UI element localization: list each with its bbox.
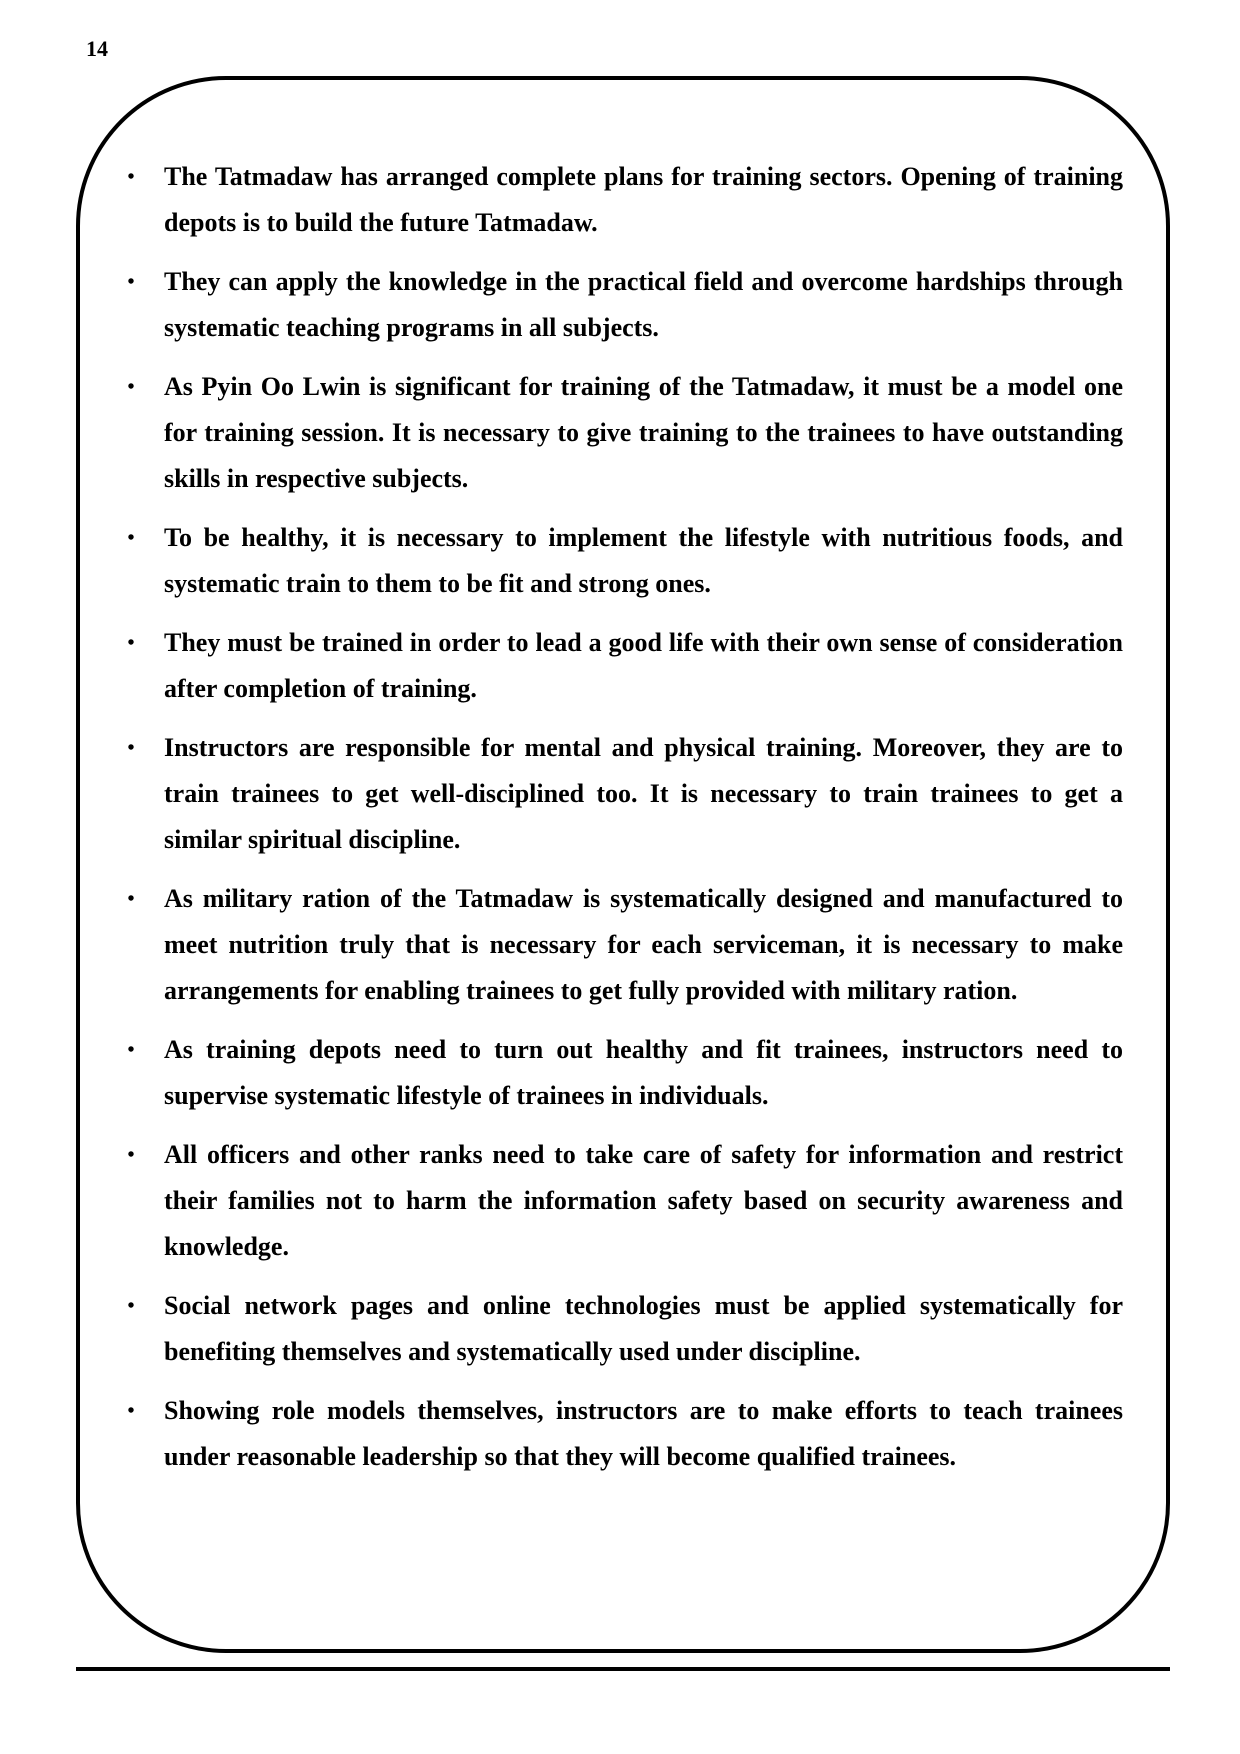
bullet-icon: •: [127, 376, 135, 398]
bullet-text: As Pyin Oo Lwin is significant for training of the Tatmadaw, it must be a model one for training session. It is necessary to give training to the trainees to have outstanding skills in respective subjects.: [164, 372, 1123, 493]
page-number: 14: [86, 36, 108, 61]
bullet-icon: •: [127, 737, 135, 759]
bullet-icon: •: [127, 271, 135, 293]
bullet-text: To be healthy, it is necessary to implement the lifestyle with nutritious foods, and systematic train to them to be fit and strong ones.: [164, 523, 1123, 598]
bullet-text: Social network pages and online technologies must be applied systematically for benefiting themselves and systematically used under discipline.: [164, 1291, 1123, 1366]
bullet-item-7: [121, 876, 1123, 1014]
bullet-item-3: [121, 364, 1123, 502]
bullet-text: As training depots need to turn out healthy and fit trainees, instructors need to supervise systematic lifestyle of trainees in individuals.: [164, 1035, 1123, 1110]
bullet-text: As military ration of the Tatmadaw is systematically designed and manufactured to meet nutrition truly that is necessary for each serviceman, it is necessary to make arrangements for enabling trainees to get fully provided with military ration.: [164, 884, 1123, 1005]
bullet-list: [121, 154, 1123, 1493]
bullet-item-6: [121, 725, 1123, 863]
bullet-icon: •: [127, 1400, 135, 1422]
bullet-item-8: [121, 1027, 1123, 1119]
bullet-icon: •: [127, 888, 135, 910]
bullet-icon: •: [127, 166, 135, 188]
bullet-icon: •: [127, 1039, 135, 1061]
bullet-item-2: [121, 259, 1123, 351]
bullet-text: They must be trained in order to lead a good life with their own sense of consideration after completion of training.: [164, 628, 1123, 703]
bullet-icon: •: [127, 1144, 135, 1166]
bullet-text: Instructors are responsible for mental and physical training. Moreover, they are to train trainees to get well-disciplined too. It is necessary to train trainees to get a similar spiritual discipline.: [164, 733, 1123, 854]
bullet-item-1: [121, 154, 1123, 246]
bullet-text: Showing role models themselves, instructors are to make efforts to teach trainees under reasonable leadership so that they will become qualified trainees.: [164, 1396, 1123, 1471]
bullet-icon: •: [127, 1295, 135, 1317]
bullet-item-10: [121, 1283, 1123, 1375]
bullet-icon: •: [127, 527, 135, 549]
bullet-item-4: [121, 515, 1123, 607]
bullet-item-5: [121, 620, 1123, 712]
bullet-item-9: [121, 1132, 1123, 1270]
bullet-text: The Tatmadaw has arranged complete plans for training sectors. Opening of training depots is to build the future Tatmadaw.: [164, 162, 1123, 237]
bullet-text: All officers and other ranks need to take care of safety for information and restrict their families not to harm the information safety based on security awareness and knowledge.: [164, 1140, 1123, 1261]
bullet-text: They can apply the knowledge in the practical field and overcome hardships through systematic teaching programs in all subjects.: [164, 267, 1123, 342]
footer-divider: [76, 1667, 1170, 1671]
bullet-item-11: [121, 1388, 1123, 1480]
bullet-icon: •: [127, 632, 135, 654]
